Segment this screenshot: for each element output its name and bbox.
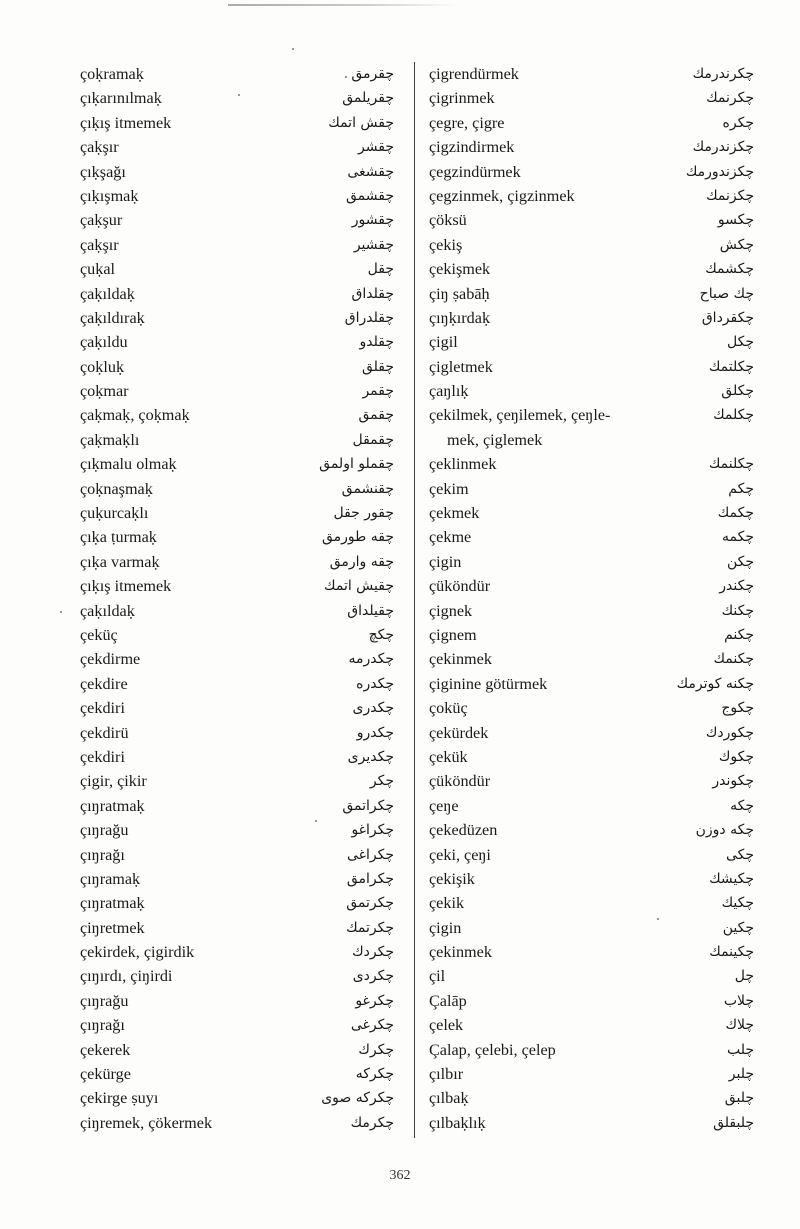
entry-transliteration: çılbaḳ: [429, 1089, 469, 1108]
entry-arabic-script: چكشمك: [705, 261, 754, 278]
entry-arabic-script: چقل: [367, 261, 394, 278]
entry-transliteration: çıŋḳırdaḳ: [429, 308, 491, 327]
entry-arabic-script: چلبقلق: [713, 1114, 754, 1131]
dictionary-entry: [80, 574, 394, 598]
dictionary-entry: [429, 355, 754, 379]
dictionary-entry: [429, 818, 754, 842]
entry-arabic-script: چكركه صوی: [321, 1090, 394, 1107]
dictionary-entry: [429, 672, 754, 696]
entry-arabic-script: چكرغو: [355, 992, 394, 1009]
entry-arabic-script: چقنشمق: [341, 480, 394, 497]
entry-transliteration: çekük: [429, 747, 468, 766]
dictionary-entry: [80, 867, 394, 891]
entry-arabic-script: چكوردك: [705, 724, 754, 741]
entry-arabic-script: چكراغو: [351, 822, 394, 839]
entry-transliteration: çuḳurcaḳlı: [80, 504, 149, 523]
entry-arabic-script: چقمقل: [352, 431, 394, 448]
entry-transliteration: çiŋ ṣabāḥ: [429, 284, 490, 303]
dictionary-entry: [80, 916, 394, 940]
entry-arabic-script: چقلدراق: [344, 309, 394, 326]
dictionary-entry: [80, 745, 394, 769]
entry-arabic-script: چكینمك: [709, 944, 754, 961]
dictionary-entry: [80, 208, 394, 232]
entry-transliteration: çekmek: [429, 504, 480, 523]
dictionary-entry: [80, 647, 394, 671]
entry-arabic-script: چلبر: [728, 1066, 754, 1083]
entry-transliteration: çekirge ṣuyı: [80, 1089, 159, 1108]
entry-transliteration: çekdirü: [80, 723, 129, 742]
entry-transliteration: çigin: [429, 552, 462, 571]
entry-transliteration: çegzindürmek: [429, 162, 521, 181]
entry-transliteration: çıḳa ṭurmaḳ: [80, 528, 157, 547]
entry-transliteration: çekiş: [429, 235, 463, 254]
dictionary-entry: [80, 1038, 394, 1062]
dictionary-entry: [80, 696, 394, 720]
entry-transliteration: çoküç: [429, 699, 468, 718]
dictionary-entry: [429, 940, 754, 964]
entry-arabic-script: چلبق: [724, 1090, 754, 1107]
entry-transliteration: çıŋırdı, çiŋirdi: [80, 967, 173, 986]
dictionary-entry: [80, 184, 394, 208]
entry-arabic-script: چكراتمق: [342, 797, 394, 814]
entry-arabic-script: چكه دوزن: [695, 822, 754, 839]
entry-arabic-script: چك صباح: [699, 285, 754, 302]
dictionary-entry: [429, 1038, 754, 1062]
entry-transliteration: çıḳmalu olmaḳ: [80, 455, 177, 474]
entry-arabic-script: چكرنمك: [706, 90, 754, 107]
dictionary-entry: [429, 501, 754, 525]
entry-transliteration: çeküç: [80, 625, 118, 644]
dictionary-entry: [429, 428, 754, 452]
entry-arabic-script: چلب: [726, 1041, 754, 1058]
entry-arabic-script: چكچ: [368, 626, 394, 643]
entry-arabic-script: چكش: [719, 236, 754, 253]
entry-transliteration: çaḳıldıraḳ: [80, 308, 145, 327]
dictionary-entry: [80, 964, 394, 988]
scan-speck: [292, 48, 294, 50]
entry-transliteration: çeklinmek: [429, 455, 497, 474]
entry-arabic-script: چلاب: [723, 992, 754, 1009]
dictionary-entry: [80, 501, 394, 525]
dictionary-entry: [429, 282, 754, 306]
dictionary-entry: [429, 964, 754, 988]
entry-arabic-script: چقشمق: [346, 187, 394, 204]
entry-arabic-script: چكلمك: [713, 407, 754, 424]
dictionary-entry: [429, 794, 754, 818]
entry-arabic-script: چقلدو: [359, 334, 394, 351]
dictionary-entry: [80, 62, 394, 86]
entry-transliteration: çılbaḳlıḳ: [429, 1113, 486, 1132]
entry-transliteration: çaḳıldaḳ: [80, 601, 135, 620]
top-scan-rule: [228, 4, 458, 6]
entry-arabic-script: چكوندر: [712, 773, 754, 790]
entry-arabic-script: چقریلمق: [342, 90, 394, 107]
entry-transliteration: çeki, çeŋi: [429, 845, 491, 864]
entry-arabic-script: چكدری: [352, 700, 394, 717]
entry-arabic-script: چكنك: [721, 602, 754, 619]
entry-arabic-script: چكی: [725, 846, 754, 863]
entry-transliteration: çıḳış itmemek: [80, 577, 172, 596]
dictionary-entry: [80, 891, 394, 915]
dictionary-entry: [429, 867, 754, 891]
dictionary-entry: [80, 1062, 394, 1086]
scan-speck: [657, 918, 659, 920]
dictionary-entry: [429, 647, 754, 671]
entry-transliteration: çıŋrağı: [80, 1016, 125, 1035]
dictionary-entry: [429, 1013, 754, 1037]
entry-arabic-script: چكیك: [721, 895, 754, 912]
dictionary-entry: [80, 1086, 394, 1110]
dictionary-entry: [429, 452, 754, 476]
entry-transliteration: çıŋramaḳ: [80, 869, 141, 888]
entry-arabic-script: چقملو اولمق: [319, 456, 394, 473]
entry-transliteration: mek, çiglemek: [447, 430, 543, 449]
dictionary-entry: [80, 428, 394, 452]
entry-transliteration: çoḳramaḳ: [80, 65, 144, 83]
entry-transliteration: çiŋretmek: [80, 918, 145, 937]
dictionary-entry: [429, 525, 754, 549]
entry-arabic-script: چكزندورمك: [685, 163, 754, 180]
entry-arabic-script: چكندر: [719, 578, 754, 595]
dictionary-entry: [429, 1086, 754, 1110]
entry-arabic-script: چكدیری: [347, 748, 394, 765]
dictionary-entry: [80, 111, 394, 135]
entry-arabic-script: چكمه: [722, 529, 754, 546]
entry-transliteration: Çalāp: [429, 991, 467, 1010]
entry-transliteration: çoḳnaşmaḳ: [80, 479, 153, 498]
entry-arabic-script: چكلتمك: [708, 358, 754, 375]
dictionary-entry: [429, 843, 754, 867]
entry-arabic-script: چكقرداق: [701, 309, 754, 326]
entry-arabic-script: چقیلداق: [347, 602, 394, 619]
dictionary-entry: [80, 769, 394, 793]
entry-arabic-script: چكوج: [721, 700, 754, 717]
left-column: [80, 62, 394, 1135]
dictionary-entry: [429, 916, 754, 940]
entry-transliteration: çıŋratmaḳ: [80, 894, 145, 913]
dictionary-entry: [429, 1062, 754, 1086]
dictionary-entry: [429, 1111, 754, 1135]
entry-arabic-script: چكزندرمك: [692, 139, 754, 156]
entry-arabic-script: چقیش اتمك: [324, 578, 394, 595]
entry-arabic-script: چقرمق: [351, 66, 394, 82]
entry-transliteration: çiŋremek, çökermek: [80, 1113, 213, 1132]
dictionary-entry: [80, 135, 394, 159]
entry-transliteration: çıŋrağu: [80, 821, 129, 840]
entry-transliteration: çeŋe: [429, 796, 459, 815]
dictionary-entry: [429, 160, 754, 184]
dictionary-entry: [80, 843, 394, 867]
entry-transliteration: çaḳıldu: [80, 333, 128, 352]
dictionary-entry: [429, 62, 754, 86]
entry-arabic-script: چكر: [369, 773, 394, 790]
dictionary-entry: [80, 233, 394, 257]
entry-arabic-script: چكردك: [352, 944, 394, 961]
entry-transliteration: çaḳşır: [80, 138, 119, 157]
entry-transliteration: çekim: [429, 479, 469, 498]
scan-speck: [345, 76, 347, 78]
entry-arabic-script: چكرتمك: [346, 919, 394, 936]
entry-transliteration: çekedüzen: [429, 821, 498, 840]
dictionary-entry: [429, 721, 754, 745]
scan-speck: [238, 94, 240, 96]
entry-transliteration: çaḳmaḳ, çoḳmaḳ: [80, 406, 190, 425]
entry-transliteration: çigrinmek: [429, 89, 495, 108]
dictionary-entry: [80, 1013, 394, 1037]
entry-arabic-script: چقه وارمق: [329, 553, 394, 570]
entry-arabic-script: چكین: [722, 919, 754, 936]
entry-arabic-script: چكرامق: [346, 870, 394, 887]
entry-transliteration: çigil: [429, 333, 458, 352]
dictionary-entry: [429, 769, 754, 793]
entry-arabic-script: چقشر: [358, 139, 394, 156]
entry-arabic-script: چكدره: [356, 675, 394, 692]
dictionary-entry: [80, 672, 394, 696]
entry-transliteration: çaŋlıḳ: [429, 382, 469, 401]
dictionary-entry: [429, 306, 754, 330]
entry-transliteration: çekdiri: [80, 699, 125, 718]
entry-arabic-script: چل: [734, 968, 754, 985]
dictionary-entry: [429, 745, 754, 769]
entry-arabic-script: چكرندرمك: [692, 66, 754, 82]
entry-transliteration: çignek: [429, 601, 473, 620]
entry-arabic-script: چكرغی: [350, 1017, 394, 1034]
entry-arabic-script: چقش اتمك: [328, 114, 394, 131]
dictionary-entry: [80, 355, 394, 379]
entry-arabic-script: چكرتمق: [346, 895, 394, 912]
dictionary-entry: [80, 403, 394, 427]
dictionary-entry: [429, 599, 754, 623]
entry-transliteration: çigin: [429, 918, 462, 937]
entry-transliteration: çaḳşur: [80, 211, 123, 230]
entry-transliteration: Çalap, çelebi, çelep: [429, 1040, 556, 1059]
dictionary-entry: [429, 550, 754, 574]
entry-arabic-script: چكم: [728, 480, 754, 497]
entry-arabic-script: چلاك: [725, 1017, 754, 1034]
entry-arabic-script: چقمق: [358, 407, 394, 424]
entry-arabic-script: چكدرو: [356, 724, 394, 741]
dictionary-entry: [429, 623, 754, 647]
entry-transliteration: çekinmek: [429, 650, 492, 669]
dictionary-entry: [80, 940, 394, 964]
entry-arabic-script: چقه طورمق: [321, 529, 394, 546]
entry-arabic-script: چكه: [730, 797, 754, 814]
dictionary-entry: [80, 379, 394, 403]
entry-transliteration: çignem: [429, 625, 477, 644]
entry-transliteration: çegre, çigre: [429, 113, 505, 132]
entry-transliteration: çekdiri: [80, 747, 125, 766]
entry-arabic-script: چقشغی: [347, 163, 394, 180]
entry-arabic-script: چقشور: [351, 212, 394, 229]
entry-transliteration: çegzinmek, çigzinmek: [429, 186, 575, 205]
entry-transliteration: çaḳmaḳlı: [80, 430, 140, 449]
entry-arabic-script: چكنه كوترمك: [676, 675, 754, 692]
dictionary-entry: [429, 330, 754, 354]
entry-transliteration: çekdire: [80, 674, 128, 693]
right-column: [429, 62, 754, 1135]
entry-arabic-script: چكلنمك: [708, 456, 754, 473]
dictionary-entry: [80, 794, 394, 818]
entry-transliteration: çigletmek: [429, 357, 493, 376]
dictionary-entry: [429, 989, 754, 1013]
entry-transliteration: çekme: [429, 528, 472, 547]
entry-transliteration: çekik: [429, 894, 465, 913]
entry-transliteration: çigrendürmek: [429, 65, 519, 83]
entry-transliteration: çekinmek: [429, 943, 492, 962]
entry-transliteration: çuḳal: [80, 260, 116, 279]
dictionary-entry: [80, 550, 394, 574]
entry-transliteration: çil: [429, 967, 446, 986]
entry-transliteration: çılbır: [429, 1065, 464, 1084]
dictionary-entry: [80, 306, 394, 330]
dictionary-entry: [429, 111, 754, 135]
entry-transliteration: çaḳşır: [80, 235, 119, 254]
dictionary-entry: [80, 989, 394, 1013]
column-divider: [414, 62, 415, 1138]
entry-transliteration: çıŋratmaḳ: [80, 796, 145, 815]
dictionary-entry: [80, 818, 394, 842]
scan-speck: [60, 611, 62, 613]
entry-transliteration: çekirdek, çigirdik: [80, 943, 195, 962]
dictionary-entry: [80, 623, 394, 647]
dictionary-entry: [429, 257, 754, 281]
entry-transliteration: çaḳıldaḳ: [80, 284, 135, 303]
entry-arabic-script: چكل: [727, 334, 754, 351]
dictionary-entry: [429, 184, 754, 208]
entry-transliteration: çekişik: [429, 869, 475, 888]
entry-transliteration: çigzindirmek: [429, 138, 515, 157]
dictionary-entry: [80, 257, 394, 281]
dictionary-entry: [80, 160, 394, 184]
entry-arabic-script: چقمر: [362, 383, 394, 400]
entry-arabic-script: چكنم: [724, 626, 754, 643]
dictionary-entry: [429, 379, 754, 403]
entry-transliteration: çüköndür: [429, 772, 491, 791]
entry-transliteration: çigir, çikir: [80, 772, 147, 791]
entry-transliteration: çıḳarınılmaḳ: [80, 89, 162, 108]
entry-transliteration: çıŋrağu: [80, 991, 129, 1010]
entry-arabic-script: چكلق: [721, 383, 754, 400]
entry-arabic-script: چكدرمه: [348, 651, 394, 668]
dictionary-entry: [80, 330, 394, 354]
entry-arabic-script: چكوك: [718, 748, 754, 765]
entry-arabic-script: چكزنمك: [706, 187, 754, 204]
entry-arabic-script: چكیشك: [709, 870, 754, 887]
dictionary-entry: [80, 599, 394, 623]
entry-arabic-script: چكن: [726, 553, 754, 570]
dictionary-entry: [80, 721, 394, 745]
dictionary-entry: [80, 282, 394, 306]
entry-arabic-script: چكراغی: [347, 846, 394, 863]
entry-arabic-script: چقلق: [361, 358, 394, 375]
entry-arabic-script: چكنمك: [713, 651, 754, 668]
entry-transliteration: çekerek: [80, 1040, 131, 1059]
dictionary-entry: [80, 86, 394, 110]
entry-arabic-script: چكركه: [355, 1066, 394, 1083]
scan-speck: [315, 820, 317, 822]
entry-transliteration: çoḳluḳ: [80, 357, 125, 376]
entry-arabic-script: چكردی: [352, 968, 394, 985]
entry-transliteration: çiginine götürmek: [429, 674, 548, 693]
entry-transliteration: çüköndür: [429, 577, 491, 596]
dictionary-entry: [429, 891, 754, 915]
dictionary-entry: [80, 452, 394, 476]
entry-transliteration: çekilmek, çeŋilemek, çeŋle-: [429, 406, 611, 425]
dictionary-entry: [429, 135, 754, 159]
dictionary-entry: [429, 208, 754, 232]
dictionary-entry: [429, 696, 754, 720]
dictionary-entry: [80, 1111, 394, 1135]
dictionary-entry: [429, 233, 754, 257]
entry-arabic-script: چكرمك: [350, 1114, 394, 1131]
dictionary-entry: [429, 86, 754, 110]
entry-transliteration: çekişmek: [429, 260, 491, 279]
entry-arabic-script: چقور جقل: [333, 505, 394, 522]
entry-transliteration: çıŋrağı: [80, 845, 125, 864]
entry-transliteration: çekürge: [80, 1065, 131, 1084]
entry-transliteration: çıḳşağı: [80, 162, 126, 181]
entry-transliteration: çıḳa varmaḳ: [80, 552, 160, 571]
entry-transliteration: çöksü: [429, 211, 467, 230]
dictionary-entry: [80, 477, 394, 501]
dictionary-entry: [429, 403, 754, 427]
entry-arabic-script: چقشیر: [353, 236, 394, 253]
entry-arabic-script: چكره: [722, 114, 754, 131]
entry-transliteration: çıḳışmaḳ: [80, 186, 139, 205]
dictionary-entry: [80, 525, 394, 549]
entry-arabic-script: چكرك: [358, 1041, 394, 1058]
entry-transliteration: çoḳmar: [80, 382, 129, 401]
dictionary-entry: [429, 477, 754, 501]
entry-arabic-script: چكمك: [717, 505, 754, 522]
entry-transliteration: çekürdek: [429, 723, 489, 742]
entry-arabic-script: چقلداق: [351, 285, 394, 302]
page-number: 362: [389, 1168, 411, 1183]
entry-arabic-script: چكسو: [717, 212, 754, 229]
dictionary-entry: [429, 574, 754, 598]
entry-transliteration: çıḳış itmemek: [80, 113, 172, 132]
entry-transliteration: çelek: [429, 1016, 464, 1035]
entry-transliteration: çekdirme: [80, 650, 141, 669]
